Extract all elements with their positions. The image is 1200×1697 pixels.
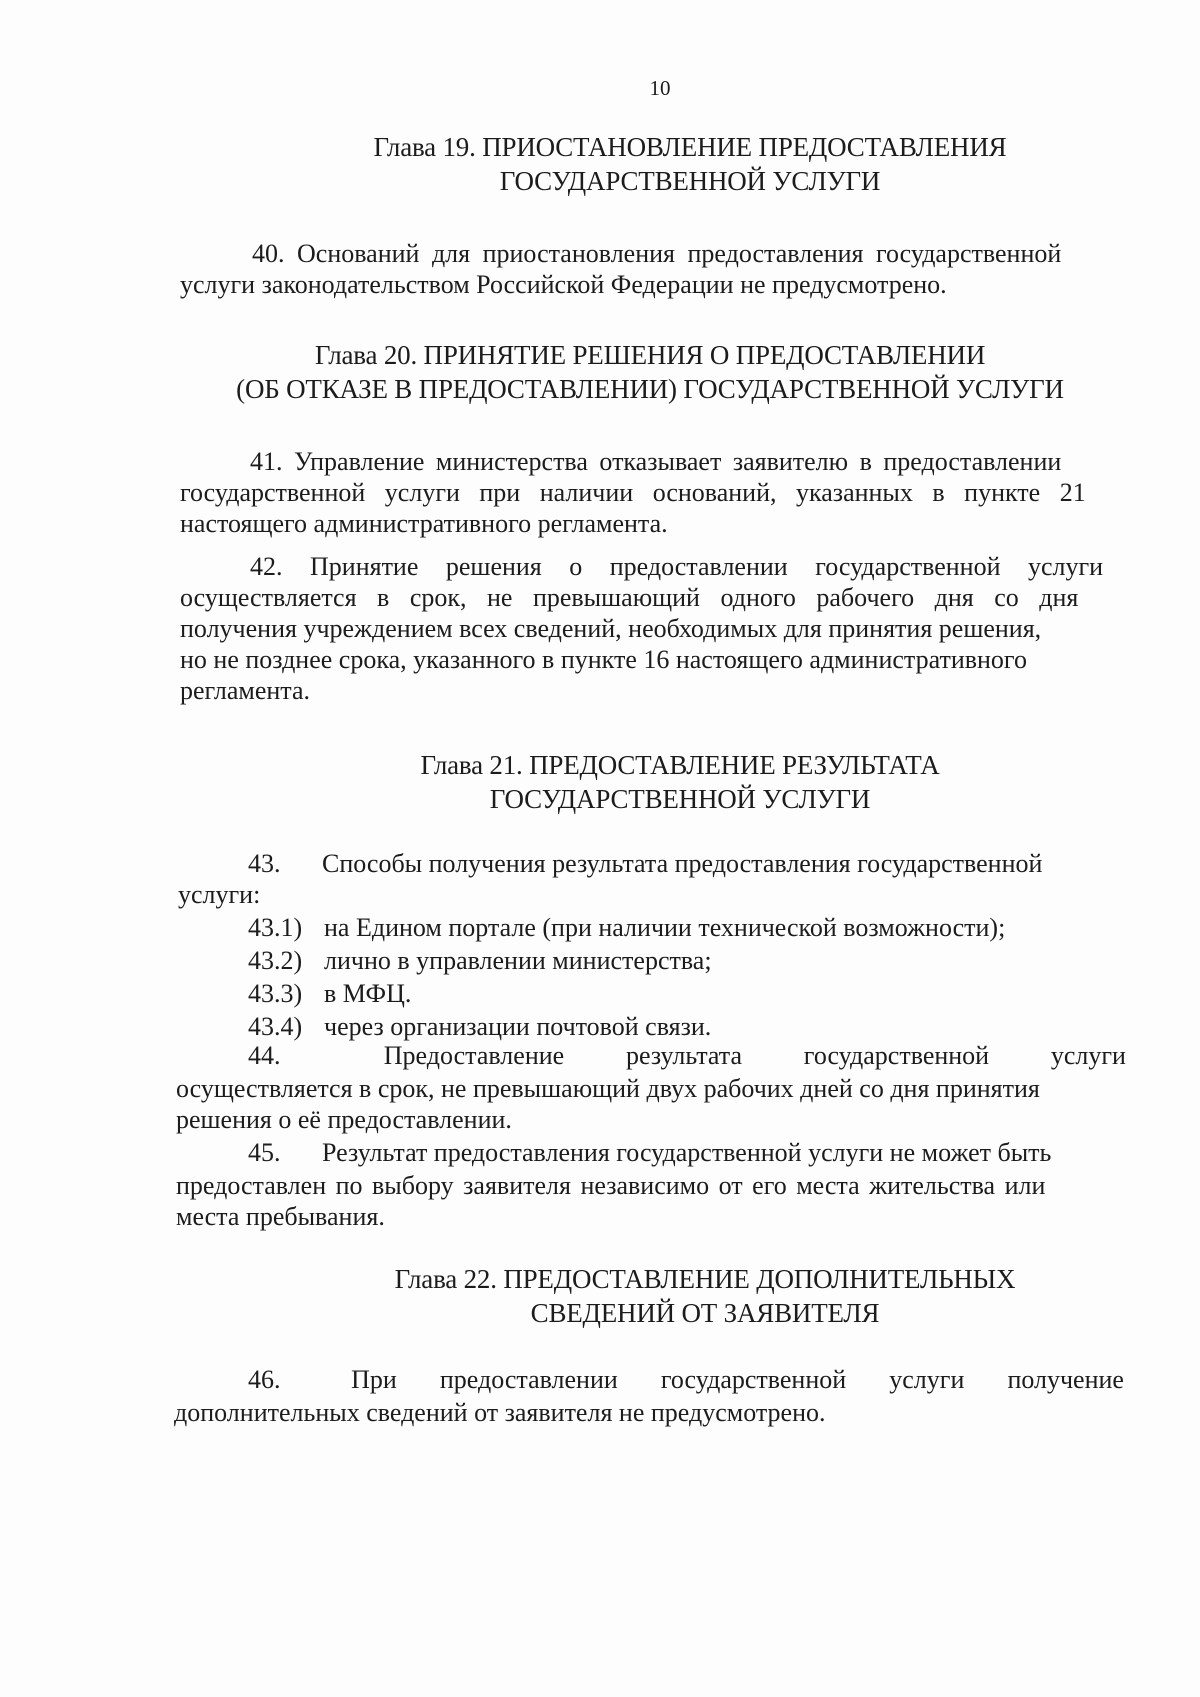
chapter-22-line1: Глава 22. ПРЕДОСТАВЛЕНИЕ ДОПОЛНИТЕЛЬНЫХ (394, 1264, 1016, 1294)
paragraph-44-word2: результата (625, 1041, 743, 1070)
paragraph-42-line5: регламента. (180, 676, 311, 705)
paragraph-46-line2: дополнительных сведений от заявителя не предусмотрено. (174, 1398, 826, 1427)
paragraph-42-line3: получения учреждением всех сведений, необходимых для принятия решения, (180, 614, 1042, 643)
paragraph-42-line2: осуществляется в срок, не превышающий одного рабочего дня со дня (180, 583, 1079, 612)
chapter-20-line2: (ОБ ОТКАЗЕ В ПРЕДОСТАВЛЕНИИ) ГОСУДАРСТВЕННОЙ УСЛУГИ (236, 374, 1064, 404)
paragraph-43-line2: услуги: (178, 880, 261, 909)
list-item-43-1 (248, 912, 1005, 943)
paragraph-43-line1 (248, 848, 1128, 879)
list-item-43-3 (248, 978, 411, 1009)
paragraph-42-line1: 42. Принятие решения о предоставлении государственной услуги (250, 552, 1104, 581)
chapter-21-line1: Глава 21. ПРЕДОСТАВЛЕНИЕ РЕЗУЛЬТАТА (420, 750, 940, 780)
paragraph-46-word4: услуги (889, 1365, 965, 1394)
paragraph-43-text: Способы получения результата предоставления государственной (322, 849, 1043, 878)
paragraph-44-word4: услуги (1050, 1041, 1126, 1070)
paragraph-44-line2: осуществляется в срок, не превышающий двух рабочих дней со дня принятия (176, 1074, 1040, 1103)
list-item-43-2 (248, 945, 712, 976)
chapter-19-line1: Глава 19. ПРИОСТАНОВЛЕНИЕ ПРЕДОСТАВЛЕНИЯ (373, 132, 1007, 162)
chapter-19-heading (340, 130, 1040, 198)
page-number: 10 (649, 76, 671, 100)
paragraph-46-word3: государственной (660, 1365, 847, 1394)
paragraph-44-word3: государственной (803, 1041, 990, 1070)
chapter-19-line2: ГОСУДАРСТВЕННОЙ УСЛУГИ (499, 166, 881, 196)
paragraph-44-line3: решения о её предоставлении. (176, 1105, 512, 1134)
paragraph-46-word2: предоставлении (439, 1365, 618, 1394)
chapter-20-heading (200, 338, 1100, 406)
paragraph-45-line3: места пребывания. (176, 1202, 385, 1231)
paragraph-45-line2: предоставлен по выбору заявителя независимо от его места жительства или (176, 1171, 1046, 1200)
paragraph-41-line3: настоящего административного регламента. (180, 509, 668, 538)
list-item-43-2-text: лично в управлении министерства; (324, 946, 712, 975)
list-item-43-2-number: 43.2) (248, 946, 303, 975)
paragraph-41-line2: государственной услуги при наличии оснований, указанных в пункте 21 (180, 478, 1086, 507)
list-item-43-3-number: 43.3) (248, 979, 303, 1008)
list-item-43-4-text: через организации почтовой связи. (324, 1012, 712, 1041)
chapter-21-heading (330, 748, 1030, 816)
paragraph-40 (180, 238, 1128, 300)
list-item-43-1-number: 43.1) (248, 913, 303, 942)
paragraph-44-line1 (248, 1040, 1126, 1071)
paragraph-40-line2: услуги законодательством Российской Федерации не предусмотрено. (180, 270, 947, 299)
list-item-43-4-number: 43.4) (248, 1012, 303, 1041)
paragraph-46-number: 46. (248, 1365, 281, 1394)
chapter-21-line2: ГОСУДАРСТВЕННОЙ УСЛУГИ (489, 784, 871, 814)
paragraph-44-number: 44. (248, 1041, 281, 1070)
paragraph-45-text: Результат предоставления государственной услуги не может быть (322, 1138, 1052, 1167)
chapter-20-line1: Глава 20. ПРИНЯТИЕ РЕШЕНИЯ О ПРЕДОСТАВЛЕНИИ (314, 340, 986, 370)
paragraph-46-line1 (248, 1364, 1124, 1395)
paragraph-45-line1 (248, 1137, 1051, 1168)
paragraph-43-number: 43. (248, 849, 281, 878)
chapter-22-line2: СВЕДЕНИЙ ОТ ЗАЯВИТЕЛЯ (530, 1298, 880, 1328)
list-item-43-1-text: на Едином портале (при наличии технической возможности); (324, 913, 1006, 942)
paragraph-46-word1: При (351, 1365, 397, 1394)
list-item-43-4 (248, 1011, 711, 1042)
chapter-22-heading (345, 1262, 1065, 1330)
paragraph-41-line1: 41. Управление министерства отказывает заявителю в предоставлении (250, 447, 1062, 476)
paragraph-40-line1: 40. Оснований для приостановления предоставления государственной (252, 239, 1062, 268)
paragraph-46-word5: получение (1007, 1365, 1124, 1394)
paragraph-42-line4: но не позднее срока, указанного в пункте 16 настоящего административного (180, 645, 1027, 674)
paragraph-41 (180, 446, 1128, 539)
list-item-43-3-text: в МФЦ. (324, 979, 412, 1008)
paragraph-42 (180, 551, 1128, 706)
paragraph-44-word1: Предоставление (383, 1041, 565, 1070)
paragraph-45-number: 45. (248, 1138, 281, 1167)
